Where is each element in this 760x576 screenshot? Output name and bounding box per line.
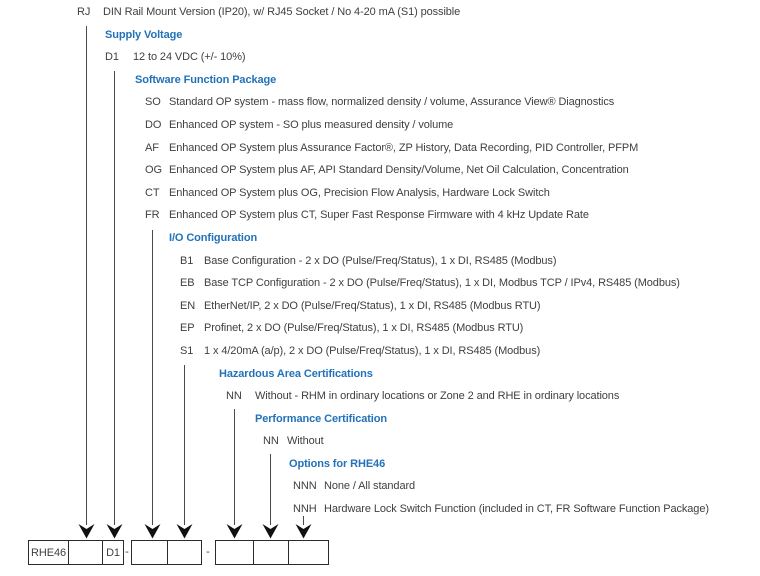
model-code-separator: - [206, 546, 210, 558]
model-code-cell-mount [68, 540, 103, 565]
option-code: CT [145, 186, 160, 199]
option-text: 1 x 4/20mA (a/p), 2 x DO (Pulse/Freq/Status), 1 x DI, RS485 (Modbus) [204, 344, 541, 357]
connector-line [152, 230, 153, 525]
option-code: S1 [180, 344, 194, 357]
model-code-group-2 [131, 540, 202, 565]
connector-rail-mount [78, 26, 95, 539]
option-code: NN [263, 435, 279, 448]
option-code: EB [180, 277, 195, 290]
option-code: AF [145, 141, 159, 154]
option-code: EN [180, 299, 196, 312]
option-code: NNN [293, 480, 317, 493]
header-text: I/O Configuration [169, 231, 258, 244]
header-text: Supply Voltage [105, 28, 183, 41]
model-code-cell-hazardous [215, 540, 254, 565]
arrow-down-icon [176, 524, 193, 539]
model-code-cell-software [131, 540, 168, 565]
connector-line [86, 26, 87, 525]
option-text: Enhanced OP System plus Assurance Factor®, ZP History, Data Recording, PID Controller, PFPM [169, 141, 639, 154]
row-d1 [0, 46, 760, 69]
connector-line [114, 71, 115, 525]
arrow-down-icon [144, 524, 161, 539]
connector-options [295, 516, 312, 539]
option-text: Enhanced OP System plus AF, API Standard Density/Volume, Net Oil Calculation, Concentration [169, 164, 629, 177]
option-code: D1 [105, 51, 119, 64]
option-text: DIN Rail Mount Version (IP20), w/ RJ45 Socket / No 4-20 mA (S1) possible [103, 6, 461, 18]
option-code: DO [145, 118, 162, 131]
connector-line [234, 409, 235, 525]
row-rail-mount [0, 1, 760, 24]
option-text: Base Configuration - 2 x DO (Pulse/Freq/Status), 1 x DI, RS485 (Modbus) [204, 254, 557, 267]
model-code-cell-series: RHE46 [28, 540, 69, 565]
option-text: 12 to 24 VDC (+/- 10%) [133, 51, 246, 64]
arrow-down-icon [106, 524, 123, 539]
option-code: RJ [77, 6, 91, 18]
connector-supply-voltage [106, 71, 123, 539]
model-code-separator: - [125, 546, 129, 558]
arrow-down-icon [262, 524, 279, 539]
option-text: Without - RHM in ordinary locations or Zone 2 and RHE in ordinary locations [255, 390, 620, 403]
option-text: Profinet, 2 x DO (Pulse/Freq/Status), 1 x DI, RS485 (Modbus RTU) [204, 322, 524, 335]
arrow-down-icon [78, 524, 95, 539]
connector-line [270, 454, 271, 525]
option-text: Hardware Lock Switch Function (included in CT, FR Software Function Package) [324, 503, 709, 516]
connector-io-configuration [176, 365, 193, 539]
connector-line [184, 365, 185, 525]
connector-software-function-package [144, 230, 161, 539]
model-code-cell-options [288, 540, 329, 565]
option-code: FR [145, 209, 160, 222]
model-code-group-1 [28, 540, 124, 565]
header-supply-voltage [0, 24, 760, 47]
arrow-down-icon [295, 524, 312, 539]
option-text: None / All standard [324, 480, 416, 493]
option-text: Enhanced OP System plus CT, Super Fast Response Firmware with 4 kHz Update Rate [169, 209, 589, 222]
header-text: Hazardous Area Certifications [219, 367, 373, 380]
option-text: Enhanced OP system - SO plus measured density / volume [169, 118, 454, 131]
option-code: SO [145, 96, 161, 109]
option-text: Without [287, 435, 324, 448]
option-code: OG [145, 164, 162, 177]
model-code-cell-io [167, 540, 202, 565]
option-text: Enhanced OP System plus OG, Precision Flow Analysis, Hardware Lock Switch [169, 186, 550, 199]
option-code: EP [180, 322, 195, 335]
option-code: NN [226, 390, 242, 403]
connector-hazardous-area [226, 409, 243, 539]
option-text: Standard OP system - mass flow, normalized density / volume, Assurance View® Diagnostics [169, 96, 615, 109]
header-text: Options for RHE46 [289, 457, 386, 470]
model-code-cell-supply: D1 [102, 540, 124, 565]
option-code: NNH [293, 503, 317, 516]
header-text: Performance Certification [255, 412, 387, 425]
option-text: Base TCP Configuration - 2 x DO (Pulse/Freq/Status), 1 x DI, Modbus TCP / IPv4, RS485 (Modbus) [204, 277, 680, 290]
header-text: Software Function Package [135, 73, 277, 86]
option-text: EtherNet/IP, 2 x DO (Pulse/Freq/Status), 1 x DI, RS485 (Modbus RTU) [204, 299, 541, 312]
model-code-cell-performance [253, 540, 289, 565]
connector-performance-certification [262, 454, 279, 539]
model-code-group-3 [215, 540, 329, 565]
option-code: B1 [180, 254, 194, 267]
arrow-down-icon [226, 524, 243, 539]
